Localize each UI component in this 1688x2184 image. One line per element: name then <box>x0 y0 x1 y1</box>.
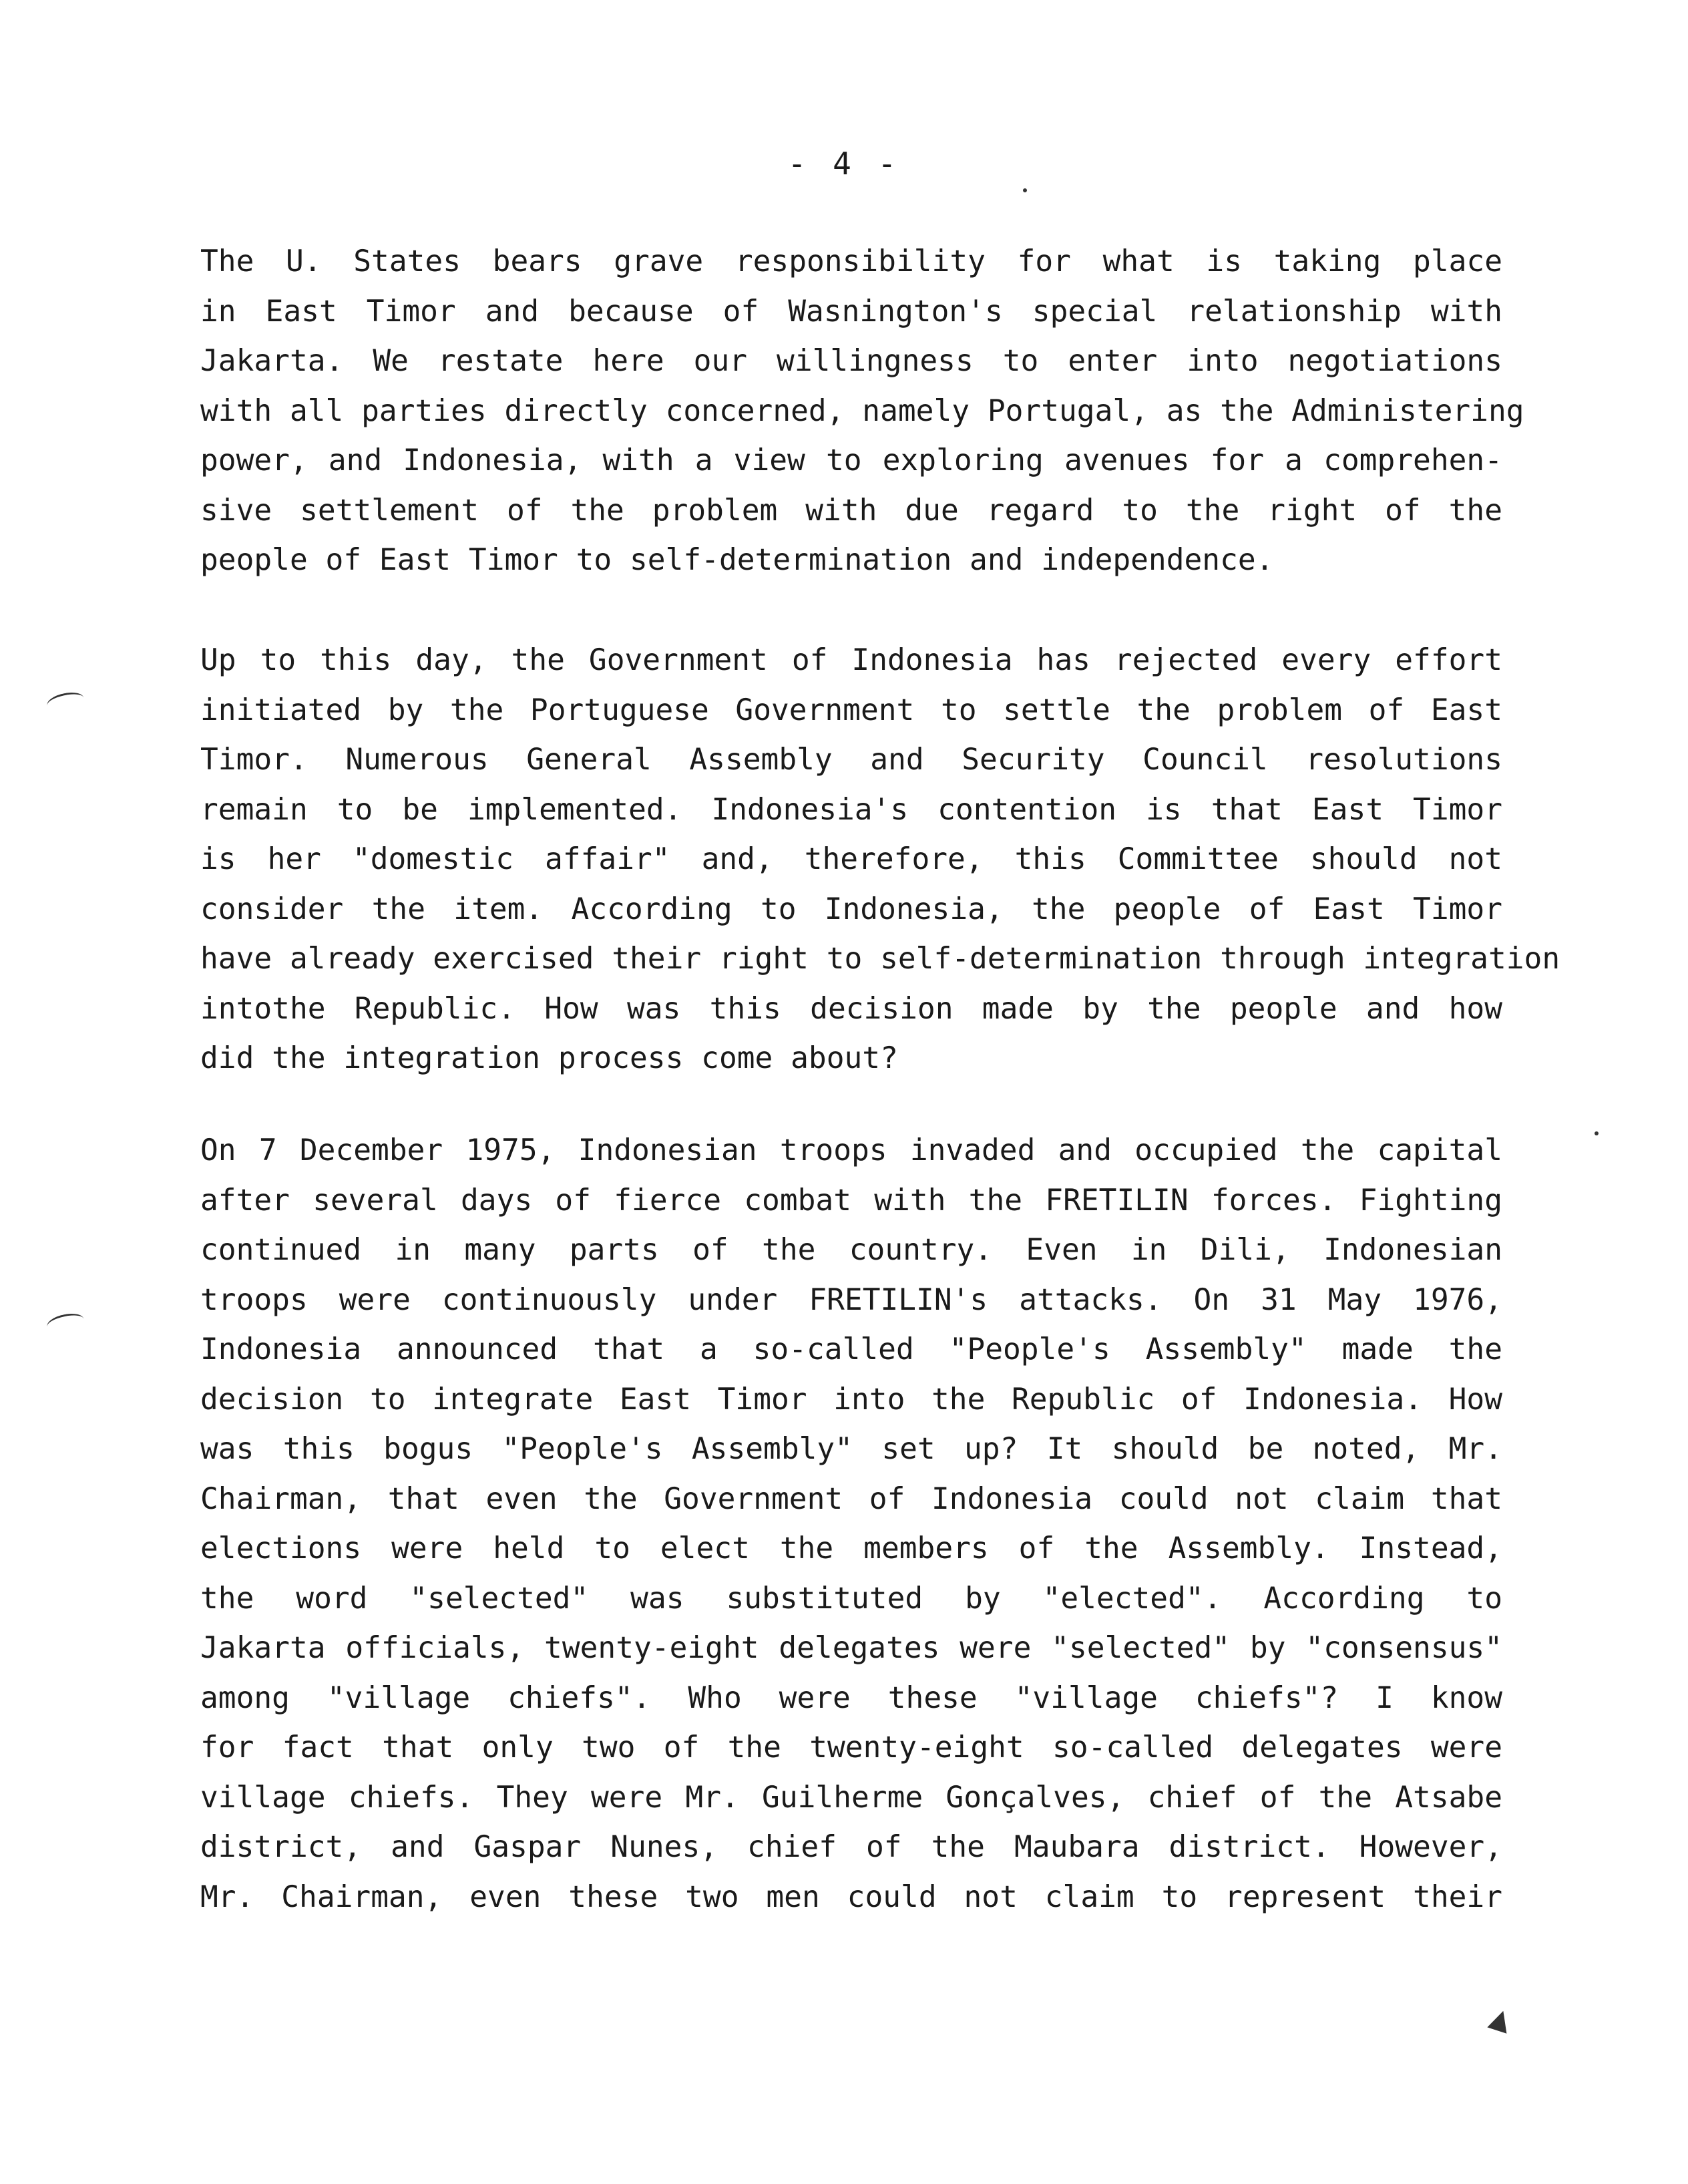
text-line: remain to be implemented. Indonesia's contention is that East Timor <box>200 792 1502 827</box>
page-number: - 4 - <box>787 146 901 182</box>
text-line: the word "selected" was substituted by "elected". According to <box>200 1581 1502 1616</box>
text-line: among "village chiefs". Who were these "village chiefs"? I know <box>200 1680 1502 1715</box>
text-line: Mr. Chairman, even these two men could not claim to represent their <box>200 1879 1502 1914</box>
text-line: village chiefs. They were Mr. Guilherme Gonçalves, chief of the Atsabe <box>200 1780 1502 1815</box>
text-line: Up to this day, the Government of Indonesia has rejected every effort <box>200 643 1502 677</box>
text-line: Timor. Numerous General Assembly and Security Council resolutions <box>200 743 1502 777</box>
text-line: after several days of fierce combat with the FRETILIN forces. Fighting <box>200 1183 1502 1218</box>
text-line: district, and Gaspar Nunes, chief of the Maubara district. However, <box>200 1830 1502 1864</box>
text-line: did the integration process come about? <box>200 1041 898 1075</box>
paragraph-2 <box>200 636 1560 1084</box>
text-line: have already exercised their right to self-determination through integration <box>200 942 1560 976</box>
text-line: is her "domestic affair" and, therefore, this Committee should not <box>200 842 1502 876</box>
margin-arc-mark <box>45 689 85 713</box>
paragraph-3 <box>200 1126 1502 1922</box>
text-line: was this bogus "People's Assembly" set up? It should be noted, Mr. <box>200 1432 1502 1466</box>
text-line: On 7 December 1975, Indonesian troops invaded and occupied the capital <box>200 1133 1502 1167</box>
text-line: decision to integrate East Timor into the Republic of Indonesia. How <box>200 1382 1502 1417</box>
text-line: continued in many parts of the country. Even in Dili, Indonesian <box>200 1233 1502 1267</box>
text-line: Chairman, that even the Government of Indonesia could not claim that <box>200 1481 1502 1516</box>
text-line: initiated by the Portuguese Government to settle the problem of East <box>200 693 1502 727</box>
text-line: The U. States bears grave responsibility for what is taking place <box>200 244 1502 279</box>
scan-speck <box>1595 1131 1599 1135</box>
text-line: intothe Republic. How was this decision made by the people and how <box>200 991 1502 1026</box>
scan-speck <box>1023 188 1027 192</box>
text-line: sive settlement of the problem with due regard to the right of the <box>200 493 1502 528</box>
text-line: troops were continuously under FRETILIN's attacks. On 31 May 1976, <box>200 1282 1502 1317</box>
text-line: power, and Indonesia, with a view to exploring avenues for a comprehen- <box>200 443 1502 478</box>
text-line: consider the item. According to Indonesia, the people of East Timor <box>200 892 1502 926</box>
paragraph-1 <box>200 237 1524 586</box>
margin-arc-mark <box>45 1310 85 1334</box>
text-line: in East Timor and because of Wasnington's special relationship with <box>200 294 1502 329</box>
text-line: with all parties directly concerned, namely Portugal, as the Administering <box>200 393 1524 428</box>
text-line: people of East Timor to self-determination and independence. <box>200 543 1274 577</box>
corner-scribble-mark: ▲ <box>1486 2001 1516 2037</box>
text-line: Jakarta officials, twenty-eight delegates were "selected" by "consensus" <box>200 1631 1502 1665</box>
text-line: elections were held to elect the members of the Assembly. Instead, <box>200 1531 1502 1566</box>
text-line: for fact that only two of the twenty-eight so-called delegates were <box>200 1731 1502 1765</box>
text-line: Indonesia announced that a so-called "People's Assembly" made the <box>200 1332 1502 1367</box>
text-line: Jakarta. We restate here our willingness to enter into negotiations <box>200 344 1502 378</box>
